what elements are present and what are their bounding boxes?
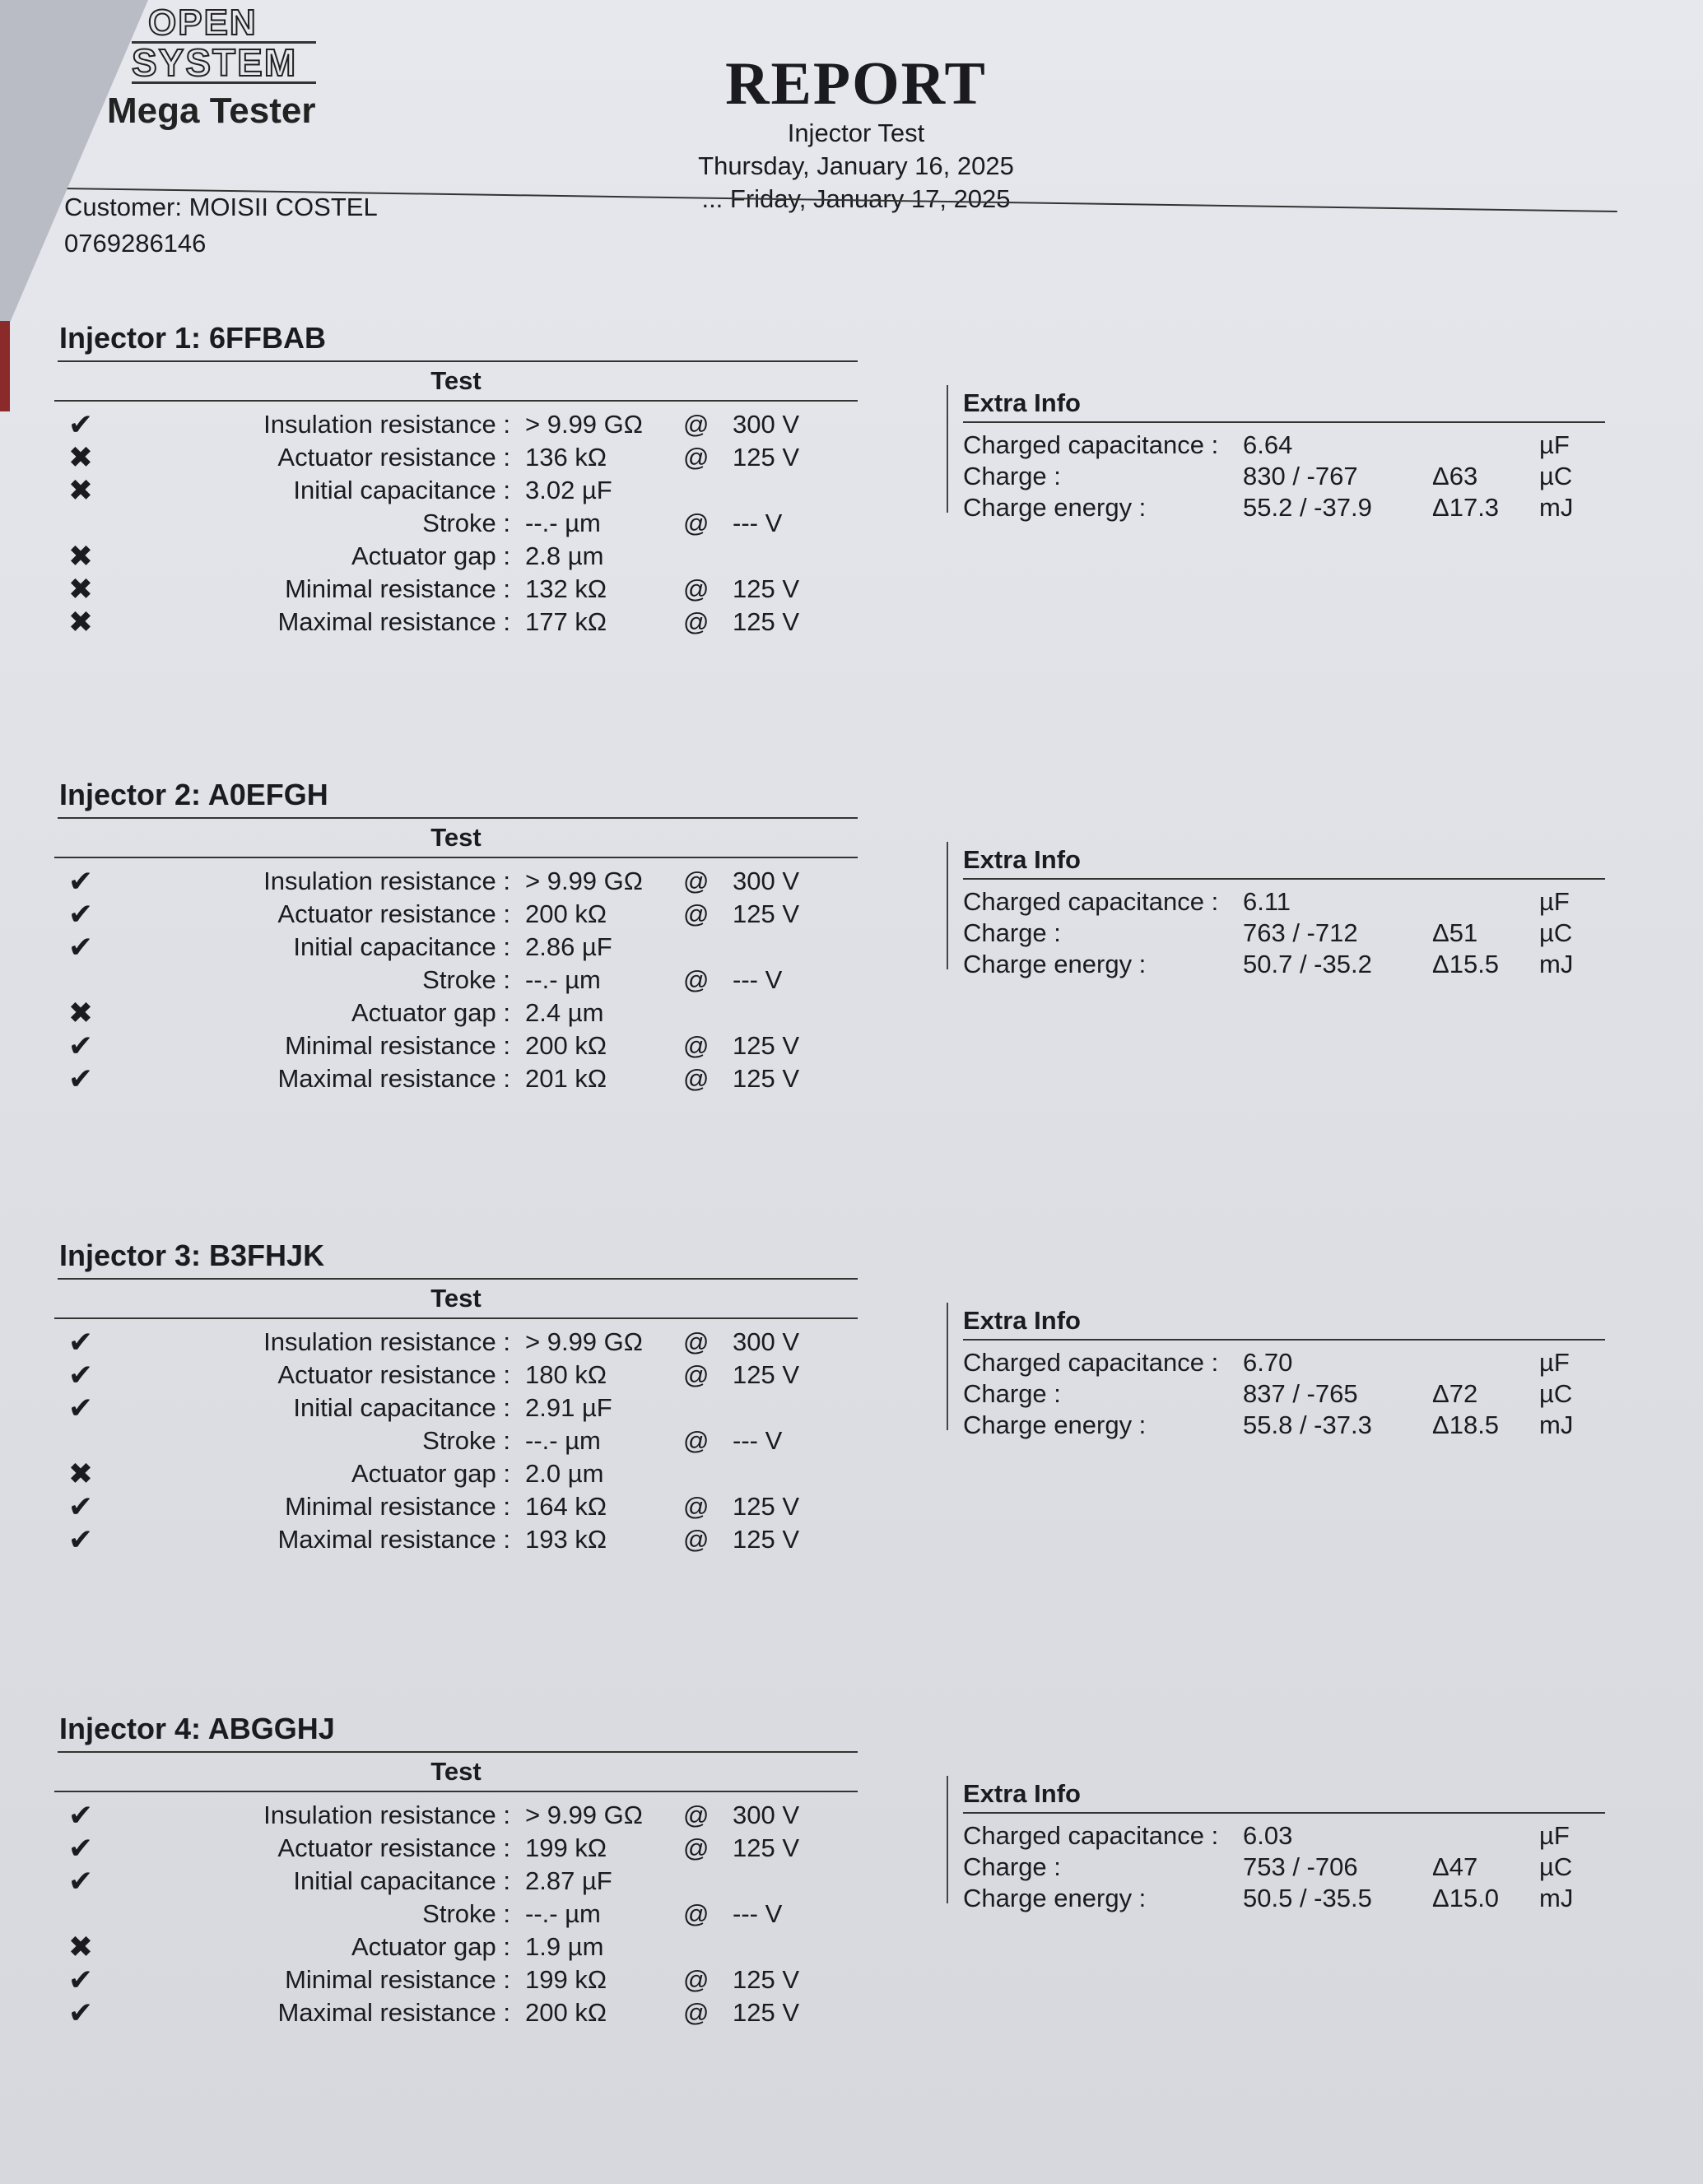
test-label: Maximal resistance : <box>277 607 510 636</box>
at-sign: @ <box>683 1064 710 1093</box>
result-icon: ✖ <box>67 473 94 507</box>
at-sign: @ <box>683 607 710 636</box>
report-subtitle: Injector Test <box>787 118 925 147</box>
result-icon: ✖ <box>67 605 94 639</box>
logo-line-2: SYSTEM <box>132 41 316 84</box>
at-sign: @ <box>683 1426 710 1455</box>
charged-capacitance-value: 6.11 <box>1243 887 1291 916</box>
charged-capacitance-unit: µF <box>1539 430 1570 459</box>
charge-value: 830 / -767 <box>1243 462 1358 490</box>
test-label: Maximal resistance : <box>277 1064 510 1093</box>
test-value: 2.4 µm <box>525 998 604 1027</box>
charged-capacitance-row <box>963 886 1605 918</box>
charge-energy-row <box>963 1883 1605 1914</box>
test-label: Actuator gap : <box>351 1459 510 1488</box>
test-header: Test <box>54 1280 858 1319</box>
test-value: 193 kΩ <box>525 1525 607 1554</box>
test-rows <box>58 1326 858 1556</box>
charge-energy-value: 55.2 / -37.9 <box>1243 493 1372 522</box>
charge-label: Charge : <box>963 1379 1061 1408</box>
result-icon: ✔ <box>67 1358 94 1392</box>
charge-energy-delta: Δ15.5 <box>1432 950 1500 978</box>
result-icon: ✔ <box>67 864 94 898</box>
charge-label: Charge : <box>963 462 1061 490</box>
charge-energy-label: Charge energy : <box>963 493 1147 522</box>
extra-info-rows <box>963 430 1605 523</box>
test-label: Stroke : <box>422 509 510 537</box>
test-voltage: 125 V <box>733 574 800 603</box>
charge-energy-unit: mJ <box>1539 1884 1574 1912</box>
test-label: Actuator gap : <box>351 541 510 570</box>
logo-line-1: OPEN <box>148 2 258 43</box>
result-icon: ✔ <box>67 1831 94 1865</box>
test-value: 132 kΩ <box>525 574 607 603</box>
test-label: Actuator resistance : <box>277 899 510 928</box>
test-value: 2.8 µm <box>525 541 604 570</box>
test-value: --.- µm <box>525 1899 601 1928</box>
test-label: Insulation resistance : <box>263 1801 510 1829</box>
at-sign: @ <box>683 1031 710 1060</box>
at-sign: @ <box>683 899 710 928</box>
test-row <box>58 507 858 540</box>
charged-capacitance-value: 6.64 <box>1243 430 1293 459</box>
test-value: 136 kΩ <box>525 443 607 472</box>
test-voltage: 125 V <box>733 1064 800 1093</box>
test-value: > 9.99 GΩ <box>525 1801 643 1829</box>
date-from: Thursday, January 16, 2025 <box>698 151 1014 180</box>
charge-delta: Δ63 <box>1432 462 1478 490</box>
test-label: Minimal resistance : <box>285 1492 510 1521</box>
test-voltage: 125 V <box>733 443 800 472</box>
at-sign: @ <box>683 1899 710 1928</box>
result-icon: ✔ <box>67 1963 94 1996</box>
test-row <box>58 1490 858 1523</box>
extra-info-header: Extra Info <box>963 385 1605 423</box>
result-icon: ✔ <box>67 1864 94 1898</box>
test-label: Maximal resistance : <box>277 1525 510 1554</box>
test-row <box>58 1996 858 2029</box>
test-value: > 9.99 GΩ <box>525 1327 643 1356</box>
charged-capacitance-row <box>963 1820 1605 1852</box>
charge-unit: µC <box>1539 918 1573 947</box>
result-icon: ✔ <box>67 1522 94 1556</box>
charge-row <box>963 1852 1605 1883</box>
at-sign: @ <box>683 443 710 472</box>
test-row <box>58 997 858 1029</box>
at-sign: @ <box>683 1525 710 1554</box>
test-row <box>58 441 858 474</box>
at-sign: @ <box>683 1998 710 2027</box>
test-label: Minimal resistance : <box>285 1965 510 1994</box>
injector-title: Injector 3: B3FHJK <box>59 1238 325 1272</box>
result-icon: ✔ <box>67 1029 94 1062</box>
test-value: 177 kΩ <box>525 607 607 636</box>
test-value: 200 kΩ <box>525 1998 607 2027</box>
test-voltage: 300 V <box>733 410 800 439</box>
test-table <box>58 817 858 1095</box>
test-header: Test <box>54 819 858 858</box>
background-edge <box>0 321 10 411</box>
charge-delta: Δ51 <box>1432 918 1478 947</box>
injector-title: Injector 1: 6FFBAB <box>59 321 327 355</box>
charge-delta: Δ47 <box>1432 1852 1478 1881</box>
test-label: Initial capacitance : <box>293 1866 510 1895</box>
charge-energy-row <box>963 949 1605 980</box>
test-row <box>58 1062 858 1095</box>
test-value: > 9.99 GΩ <box>525 867 643 895</box>
charge-energy-row <box>963 492 1605 523</box>
test-row <box>58 540 858 573</box>
test-label: Stroke : <box>422 1426 510 1455</box>
charge-energy-value: 55.8 / -37.3 <box>1243 1410 1372 1439</box>
test-table <box>58 1751 858 2029</box>
test-row <box>58 1029 858 1062</box>
charged-capacitance-unit: µF <box>1539 1821 1570 1850</box>
test-voltage: --- V <box>733 1426 783 1455</box>
test-row <box>58 898 858 931</box>
extra-info-panel <box>947 1303 1607 1439</box>
charged-capacitance-label: Charged capacitance : <box>963 887 1219 916</box>
injector-title: Injector 4: ABGGHJ <box>59 1712 335 1745</box>
charged-capacitance-label: Charged capacitance : <box>963 1348 1219 1377</box>
result-icon: ✖ <box>67 572 94 606</box>
test-voltage: 125 V <box>733 1965 800 1994</box>
charge-row <box>963 918 1605 949</box>
test-rows <box>58 408 858 639</box>
test-voltage: 125 V <box>733 607 800 636</box>
charge-energy-delta: Δ17.3 <box>1432 493 1500 522</box>
charge-energy-value: 50.7 / -35.2 <box>1243 950 1372 978</box>
at-sign: @ <box>683 965 710 994</box>
test-row <box>58 1832 858 1865</box>
at-sign: @ <box>683 1360 710 1389</box>
test-label: Insulation resistance : <box>263 410 510 439</box>
test-value: 200 kΩ <box>525 1031 607 1060</box>
result-icon: ✔ <box>67 1325 94 1359</box>
test-value: 1.9 µm <box>525 1932 604 1961</box>
test-label: Minimal resistance : <box>285 574 510 603</box>
test-voltage: 125 V <box>733 1998 800 2027</box>
extra-info-panel <box>947 385 1607 522</box>
charged-capacitance-value: 6.03 <box>1243 1821 1293 1850</box>
injector-title: Injector 2: A0EFGH <box>59 778 328 811</box>
test-value: 2.87 µF <box>525 1866 612 1895</box>
test-table <box>58 1278 858 1556</box>
test-table <box>58 360 858 639</box>
at-sign: @ <box>683 1492 710 1521</box>
charge-energy-unit: mJ <box>1539 493 1574 522</box>
result-icon: ✔ <box>67 1489 94 1523</box>
test-value: --.- µm <box>525 509 601 537</box>
test-label: Initial capacitance : <box>293 932 510 961</box>
result-icon: ✔ <box>67 407 94 441</box>
test-label: Stroke : <box>422 965 510 994</box>
charge-energy-unit: mJ <box>1539 950 1574 978</box>
test-row <box>58 1359 858 1392</box>
test-voltage: 125 V <box>733 1360 800 1389</box>
test-voltage: --- V <box>733 1899 783 1928</box>
test-value: 3.02 µF <box>525 476 612 504</box>
result-icon: ✔ <box>67 1798 94 1832</box>
at-sign: @ <box>683 410 710 439</box>
test-row <box>58 931 858 964</box>
test-label: Minimal resistance : <box>285 1031 510 1060</box>
result-icon: ✖ <box>67 539 94 573</box>
at-sign: @ <box>683 1327 710 1356</box>
charged-capacitance-unit: µF <box>1539 887 1570 916</box>
at-sign: @ <box>683 1965 710 1994</box>
extra-info-rows <box>963 886 1605 980</box>
test-row <box>58 1799 858 1832</box>
test-header: Test <box>54 1753 858 1792</box>
test-label: Initial capacitance : <box>293 476 510 504</box>
test-voltage: --- V <box>733 965 783 994</box>
charged-capacitance-label: Charged capacitance : <box>963 1821 1219 1850</box>
charge-value: 763 / -712 <box>1243 918 1358 947</box>
test-voltage: 300 V <box>733 867 800 895</box>
test-value: 2.91 µF <box>525 1393 612 1422</box>
charge-unit: µC <box>1539 1379 1573 1408</box>
injector-section-4 <box>0 1712 1703 2172</box>
customer-phone: 0769286146 <box>64 229 207 258</box>
test-row <box>58 1326 858 1359</box>
extra-info-header: Extra Info <box>963 842 1605 880</box>
at-sign: @ <box>683 574 710 603</box>
test-value: 164 kΩ <box>525 1492 607 1521</box>
logo-line-3: Mega Tester <box>107 91 316 131</box>
test-voltage: --- V <box>733 509 783 537</box>
test-rows <box>58 1799 858 2029</box>
test-label: Actuator resistance : <box>277 1360 510 1389</box>
charge-row <box>963 461 1605 492</box>
test-value: --.- µm <box>525 965 601 994</box>
test-row <box>58 1931 858 1963</box>
test-label: Actuator gap : <box>351 998 510 1027</box>
test-value: 200 kΩ <box>525 899 607 928</box>
test-value: --.- µm <box>525 1426 601 1455</box>
result-icon: ✖ <box>67 1457 94 1490</box>
test-voltage: 300 V <box>733 1327 800 1356</box>
extra-info-header: Extra Info <box>963 1303 1605 1341</box>
test-row <box>58 408 858 441</box>
test-row <box>58 573 858 606</box>
test-label: Insulation resistance : <box>263 1327 510 1356</box>
test-row <box>58 1963 858 1996</box>
test-value: 2.0 µm <box>525 1459 604 1488</box>
test-voltage: 125 V <box>733 1031 800 1060</box>
charge-energy-label: Charge energy : <box>963 1410 1147 1439</box>
extra-info-panel <box>947 1776 1607 1912</box>
charge-energy-unit: mJ <box>1539 1410 1574 1439</box>
test-value: 199 kΩ <box>525 1965 607 1994</box>
result-icon: ✔ <box>67 1062 94 1095</box>
test-row <box>58 474 858 507</box>
test-label: Initial capacitance : <box>293 1393 510 1422</box>
at-sign: @ <box>683 1833 710 1862</box>
test-row <box>58 1392 858 1424</box>
charged-capacitance-label: Charged capacitance : <box>963 430 1219 459</box>
charge-energy-row <box>963 1410 1605 1441</box>
test-row <box>58 1457 858 1490</box>
test-row <box>58 1865 858 1898</box>
result-icon: ✔ <box>67 897 94 931</box>
test-row <box>58 1523 858 1556</box>
test-row <box>58 1424 858 1457</box>
test-voltage: 125 V <box>733 1525 800 1554</box>
report-title: REPORT <box>725 50 987 118</box>
extra-info-header: Extra Info <box>963 1776 1605 1814</box>
test-value: > 9.99 GΩ <box>525 410 643 439</box>
test-label: Actuator gap : <box>351 1932 510 1961</box>
charge-energy-label: Charge energy : <box>963 1884 1147 1912</box>
charge-row <box>963 1378 1605 1410</box>
charge-value: 837 / -765 <box>1243 1379 1358 1408</box>
test-label: Maximal resistance : <box>277 1998 510 2027</box>
charge-label: Charge : <box>963 1852 1061 1881</box>
test-row <box>58 964 858 997</box>
charge-energy-value: 50.5 / -35.5 <box>1243 1884 1372 1912</box>
extra-info-rows <box>963 1820 1605 1914</box>
at-sign: @ <box>683 867 710 895</box>
test-row <box>58 1898 858 1931</box>
at-sign: @ <box>683 509 710 537</box>
charge-unit: µC <box>1539 462 1573 490</box>
charge-unit: µC <box>1539 1852 1573 1881</box>
test-label: Actuator resistance : <box>277 443 510 472</box>
injector-section-2 <box>0 778 1703 1238</box>
result-icon: ✖ <box>67 1930 94 1963</box>
result-icon: ✔ <box>67 1996 94 2029</box>
test-label: Stroke : <box>422 1899 510 1928</box>
test-value: 2.86 µF <box>525 932 612 961</box>
test-voltage: 300 V <box>733 1801 800 1829</box>
test-value: 201 kΩ <box>525 1064 607 1093</box>
test-label: Insulation resistance : <box>263 867 510 895</box>
charge-value: 753 / -706 <box>1243 1852 1358 1881</box>
test-voltage: 125 V <box>733 899 800 928</box>
test-label: Actuator resistance : <box>277 1833 510 1862</box>
test-rows <box>58 865 858 1095</box>
extra-info-rows <box>963 1347 1605 1441</box>
injector-section-1 <box>0 321 1703 782</box>
charged-capacitance-row <box>963 1347 1605 1378</box>
test-voltage: 125 V <box>733 1492 800 1521</box>
test-row <box>58 865 858 898</box>
extra-info-panel <box>947 842 1607 978</box>
charge-label: Charge : <box>963 918 1061 947</box>
charge-delta: Δ72 <box>1432 1379 1478 1408</box>
result-icon: ✔ <box>67 930 94 964</box>
customer-name: Customer: MOISII COSTEL <box>64 193 378 221</box>
charged-capacitance-row <box>963 430 1605 461</box>
test-value: 180 kΩ <box>525 1360 607 1389</box>
result-icon: ✔ <box>67 1391 94 1424</box>
logo <box>107 2 316 132</box>
result-icon: ✖ <box>67 440 94 474</box>
test-header: Test <box>54 362 858 402</box>
charged-capacitance-unit: µF <box>1539 1348 1570 1377</box>
test-value: 199 kΩ <box>525 1833 607 1862</box>
test-row <box>58 606 858 639</box>
charge-energy-label: Charge energy : <box>963 950 1147 978</box>
charged-capacitance-value: 6.70 <box>1243 1348 1293 1377</box>
date-to: ... Friday, January 17, 2025 <box>701 184 1011 213</box>
test-voltage: 125 V <box>733 1833 800 1862</box>
charge-energy-delta: Δ18.5 <box>1432 1410 1500 1439</box>
charge-energy-delta: Δ15.0 <box>1432 1884 1500 1912</box>
injector-section-3 <box>0 1238 1703 1699</box>
result-icon: ✖ <box>67 996 94 1029</box>
at-sign: @ <box>683 1801 710 1829</box>
